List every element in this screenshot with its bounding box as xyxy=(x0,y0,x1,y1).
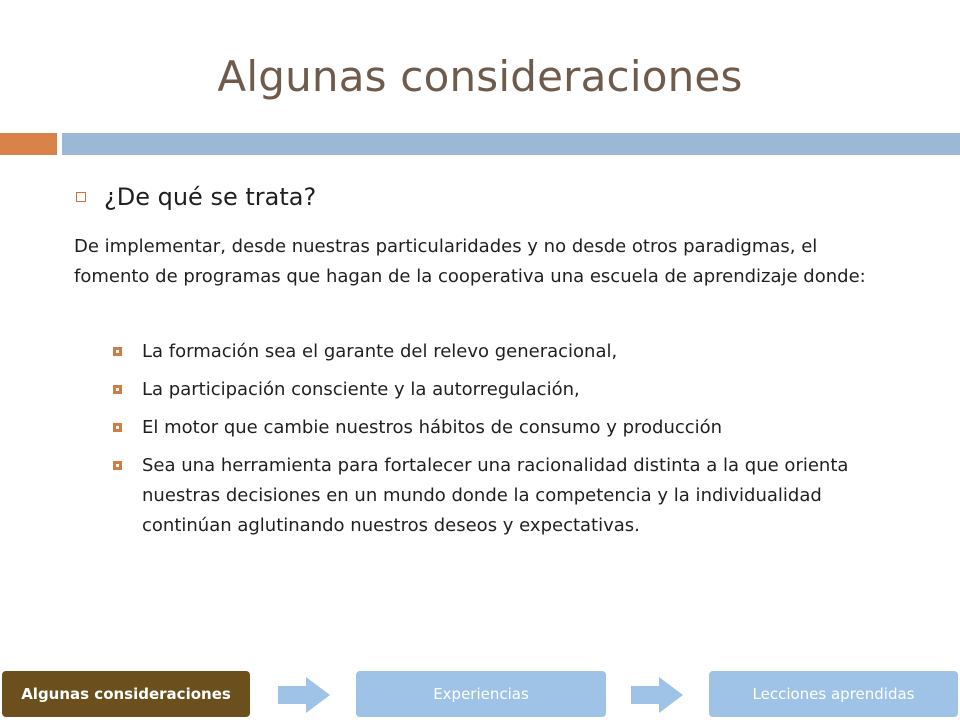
nav-item-lecciones-aprendidas[interactable]: Lecciones aprendidas xyxy=(709,671,958,717)
right-arrow-icon xyxy=(278,677,330,713)
list-item-text: El motor que cambie nuestros hábitos de consumo y producción xyxy=(142,417,723,438)
section-navigation xyxy=(0,671,960,717)
square-bullet-icon xyxy=(113,385,122,394)
nav-item-algunas-consideraciones[interactable]: Algunas consideraciones xyxy=(2,671,250,717)
list-item xyxy=(113,451,913,541)
right-arrow-icon xyxy=(631,677,683,713)
list-item-text: La formación sea el garante del relevo generacional, xyxy=(142,341,618,362)
title-accent-bar-blue xyxy=(62,133,960,155)
hollow-square-icon xyxy=(76,192,86,202)
nav-item-experiencias[interactable]: Experiencias xyxy=(356,671,606,717)
square-bullet-icon xyxy=(113,347,122,356)
slide-title: Algunas consideraciones xyxy=(217,52,743,101)
bullet-list xyxy=(113,337,913,549)
intro-paragraph: De implementar, desde nuestras particularidades y no desde otros paradigmas, el fomento de programas que hagan de la cooperativa una escuela de aprendizaje donde: xyxy=(74,236,866,287)
square-bullet-icon xyxy=(113,461,122,470)
list-item-text: Sea una herramienta para fortalecer una racionalidad distinta a la que orienta nuestras decisiones en un mundo donde la competencia y la individualidad continúan aglutinando nuestros deseos y expectativas. xyxy=(142,455,849,536)
list-item xyxy=(113,375,913,405)
section-heading xyxy=(76,183,316,211)
square-bullet-icon xyxy=(113,423,122,432)
list-item xyxy=(113,337,913,367)
section-heading-text: ¿De qué se trata? xyxy=(104,183,317,211)
list-item xyxy=(113,413,913,443)
title-accent-bar-orange xyxy=(0,133,57,155)
list-item-text: La participación consciente y la autorregulación, xyxy=(142,379,580,400)
